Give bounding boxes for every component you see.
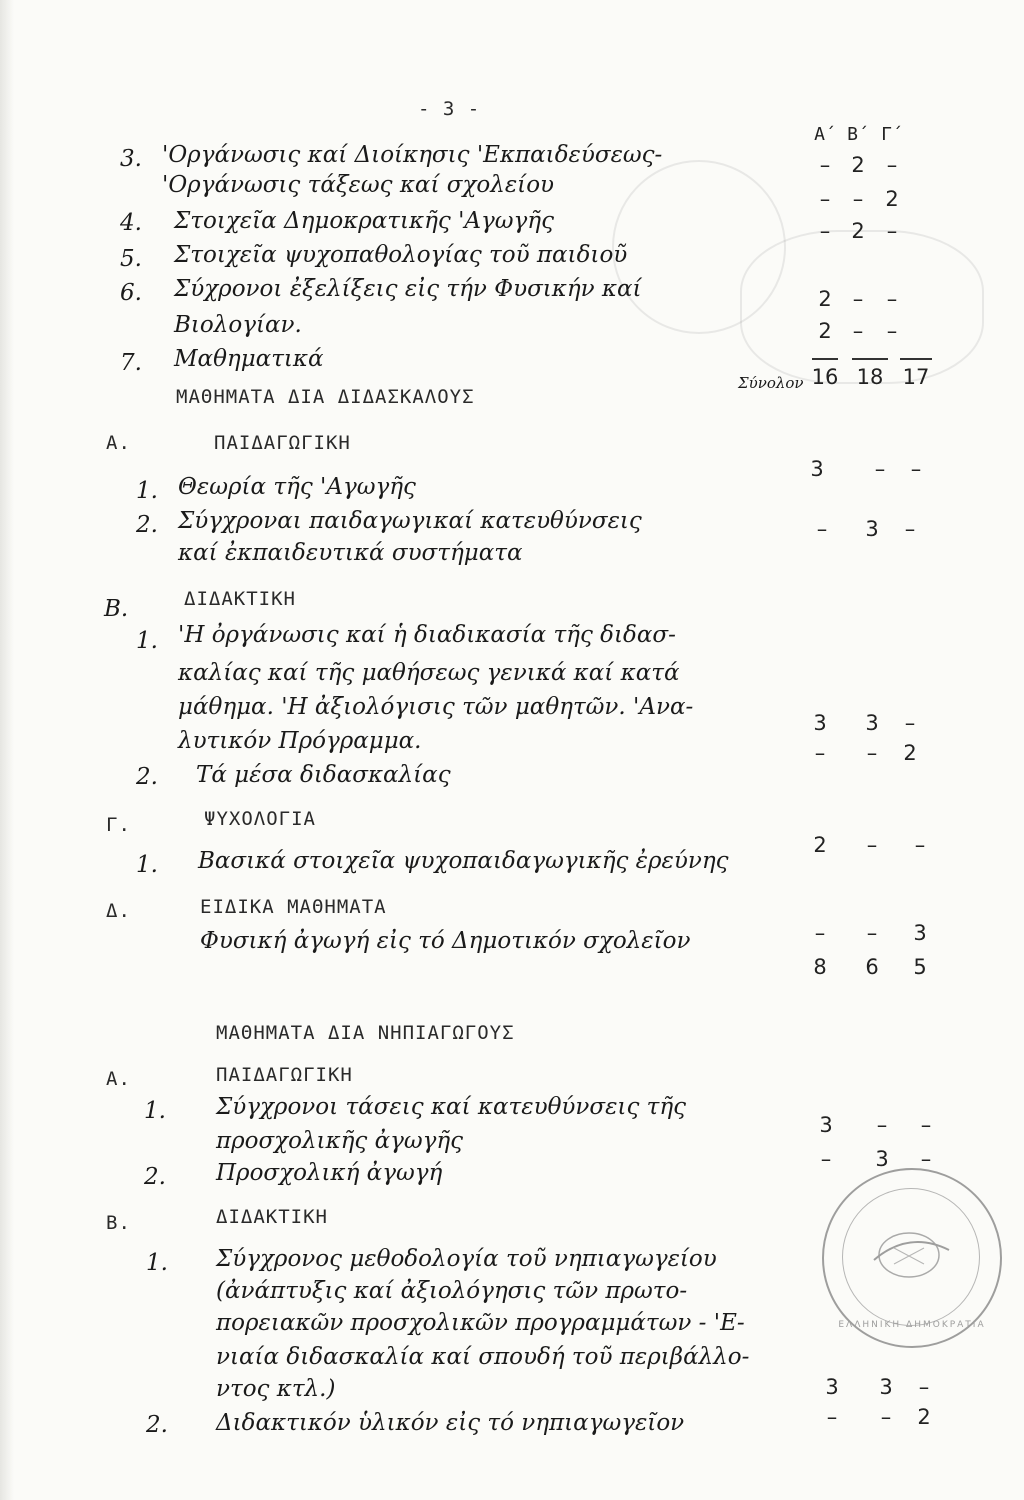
page-number: - 3 -	[418, 98, 481, 120]
course-title: καί ἐκπαιδευτικά συστήματα	[178, 540, 523, 566]
hours-a: –	[814, 741, 826, 765]
section-letter: Α.	[106, 1068, 131, 1090]
hours-a: 2	[818, 319, 832, 343]
hours-b: –	[866, 741, 878, 765]
hours-c: –	[886, 287, 898, 311]
hours-c: –	[920, 1113, 932, 1137]
hours-a: 8	[813, 955, 827, 979]
section-heading: ΜΑΘΗΜΑΤΑ ΔΙΑ ΔΙΔΑΣΚΑΛΟΥΣ	[176, 386, 475, 408]
hours-a: –	[819, 153, 831, 177]
hours-c: 2	[903, 741, 917, 765]
column-header-c: Γ΄	[881, 124, 903, 145]
course-title: προσχολικῆς ἀγωγῆς	[216, 1128, 464, 1154]
hours-b: –	[866, 921, 878, 945]
hours-a: 3	[810, 457, 824, 481]
hours-b: 3	[865, 711, 879, 735]
item-number: 1.	[136, 852, 158, 878]
hours-c: –	[904, 711, 916, 735]
total-b: 18	[856, 365, 884, 389]
course-title: πορειακῶν προσχολικῶν προγραμμάτων - 'Ε-	[216, 1310, 745, 1336]
hours-b: –	[880, 1405, 892, 1429]
hours-b: 3	[875, 1147, 889, 1171]
section-heading: ΔΙΔΑΚΤΙΚΗ	[184, 588, 296, 610]
section-letter: Α.	[106, 432, 131, 454]
hours-b: –	[876, 1113, 888, 1137]
section-heading: ΠΑΙΔΑΓΩΓΙΚΗ	[214, 432, 351, 454]
hours-b: 6	[865, 955, 879, 979]
total-overline	[852, 358, 888, 360]
item-number: 7.	[120, 350, 142, 376]
section-heading: ΠΑΙΔΑΓΩΓΙΚΗ	[216, 1064, 353, 1086]
item-number: 1.	[136, 478, 158, 504]
hours-c: 3	[913, 921, 927, 945]
course-title: Σύγχροναι παιδαγωγικαί κατευθύνσεις	[178, 508, 642, 534]
section-letter: Β.	[104, 596, 129, 622]
hours-c: –	[886, 219, 898, 243]
total-overline	[900, 358, 932, 360]
course-title: Στοιχεῖα ψυχοπαθολογίας τοῦ παιδιοῦ	[174, 242, 628, 268]
scan-edge-shadow	[0, 0, 14, 1500]
total-a: 16	[811, 365, 839, 389]
column-header-a: Α΄	[814, 124, 836, 145]
course-title: Στοιχεῖα Δημοκρατικῆς 'Αγωγῆς	[174, 208, 554, 234]
column-header-b: Β΄	[847, 124, 869, 145]
course-title: Σύγχρονοι τάσεις καί κατευθύνσεις τῆς	[216, 1094, 687, 1120]
hours-c: –	[920, 1147, 932, 1171]
course-title: Σύγχρονος μεθοδολογία τοῦ νηπιαγωγείου	[216, 1246, 717, 1272]
section-letter: Β.	[106, 1212, 131, 1234]
item-number: 2.	[146, 1412, 168, 1438]
hours-c: –	[918, 1375, 930, 1399]
stamp-emblem-icon	[864, 1220, 954, 1290]
course-title: Μαθηματικά	[174, 346, 324, 372]
hours-c: 2	[917, 1405, 931, 1429]
hours-c: 5	[913, 955, 927, 979]
hours-b: 3	[879, 1375, 893, 1399]
course-title: Τά μέσα διδασκαλίας	[196, 762, 451, 788]
course-title: Βιολογίαν.	[174, 312, 302, 338]
item-number: 1.	[136, 628, 158, 654]
hours-c: 2	[885, 187, 899, 211]
hours-a: –	[819, 219, 831, 243]
total-overline	[812, 358, 838, 360]
hours-a: 3	[813, 711, 827, 735]
hours-c: –	[914, 833, 926, 857]
hours-c: –	[886, 319, 898, 343]
course-title: ντος κτλ.)	[216, 1376, 336, 1402]
section-letter: Δ.	[106, 900, 131, 922]
hours-a: –	[816, 517, 828, 541]
item-number: 1.	[144, 1098, 166, 1124]
hours-a: –	[819, 187, 831, 211]
hours-a: 3	[825, 1375, 839, 1399]
course-title: 'Οργάνωσις τάξεως καί σχολείου	[162, 172, 555, 198]
item-number: 2.	[144, 1164, 166, 1190]
hours-a: –	[826, 1405, 838, 1429]
hours-c: –	[886, 153, 898, 177]
course-title: Θεωρία τῆς 'Αγωγῆς	[178, 474, 416, 500]
hours-b: –	[852, 187, 864, 211]
hours-b: –	[852, 287, 864, 311]
course-title: λυτικόν Πρόγραμμα.	[178, 728, 422, 754]
official-stamp	[822, 1168, 1002, 1348]
hours-a: 2	[818, 287, 832, 311]
stamp-text: ΕΛΛΗΝΙΚΗ ΔΗΜΟΚΡΑΤΙΑ	[838, 1320, 986, 1330]
hours-b: 3	[865, 517, 879, 541]
section-heading: ΕΙΔΙΚΑ ΜΑΘΗΜΑΤΑ	[200, 896, 387, 918]
hours-a: –	[814, 921, 826, 945]
section-heading: ΔΙΔΑΚΤΙΚΗ	[216, 1206, 328, 1228]
item-number: 2.	[136, 764, 158, 790]
totals-label: Σύνολον	[738, 374, 804, 392]
course-title: Σύχρονοι ἐξελίξεις εἰς τήν Φυσικήν καί	[174, 276, 642, 302]
hours-a: 2	[813, 833, 827, 857]
hours-b: –	[874, 457, 886, 481]
hours-b: 2	[851, 219, 865, 243]
course-title: 'Η ὀργάνωσις καί ἡ διαδικασία τῆς διδασ-	[178, 622, 676, 648]
course-title: νιαία διδασκαλία καί σπουδή τοῦ περιβάλλο-	[216, 1344, 750, 1370]
item-number: 4.	[120, 210, 142, 236]
course-title: (ἀνάπτυξις καί ἀξιολόγησις τῶν πρωτο-	[216, 1278, 688, 1304]
hours-b: 2	[851, 153, 865, 177]
total-c: 17	[902, 365, 930, 389]
section-heading: ΨΥΧΟΛΟΓΙΑ	[204, 808, 316, 830]
hours-a: –	[820, 1147, 832, 1171]
course-title: Βασικά στοιχεῖα ψυχοπαιδαγωγικῆς ἐρεύνης	[198, 848, 729, 874]
hours-c: –	[904, 517, 916, 541]
item-number: 6.	[120, 280, 142, 306]
course-title: Προσχολική ἀγωγή	[216, 1160, 443, 1186]
hours-b: –	[852, 319, 864, 343]
section-heading: ΜΑΘΗΜΑΤΑ ΔΙΑ ΝΗΠΙΑΓΩΓΟΥΣ	[216, 1022, 515, 1044]
hours-b: –	[866, 833, 878, 857]
item-number: 3.	[120, 146, 142, 172]
course-title: 'Οργάνωσις καί Διοίκησις 'Εκπαιδεύσεως-	[162, 142, 663, 168]
item-number: 2.	[136, 512, 158, 538]
section-letter: Γ.	[106, 814, 131, 836]
course-title: Φυσική ἀγωγή εἰς τό Δημοτικόν σχολεῖον	[200, 928, 691, 954]
course-title: Διδακτικόν ὑλικόν εἰς τό νηπιαγωγεῖον	[216, 1410, 685, 1436]
hours-c: –	[910, 457, 922, 481]
hours-a: 3	[819, 1113, 833, 1137]
course-title: μάθημα. 'Η ἀξιολόγισις τῶν μαθητῶν. 'Ανα-	[178, 694, 694, 720]
item-number: 5.	[120, 246, 142, 272]
course-title: καλίας καί τῆς μαθήσεως γενικά καί κατά	[178, 660, 680, 686]
item-number: 1.	[146, 1250, 168, 1276]
